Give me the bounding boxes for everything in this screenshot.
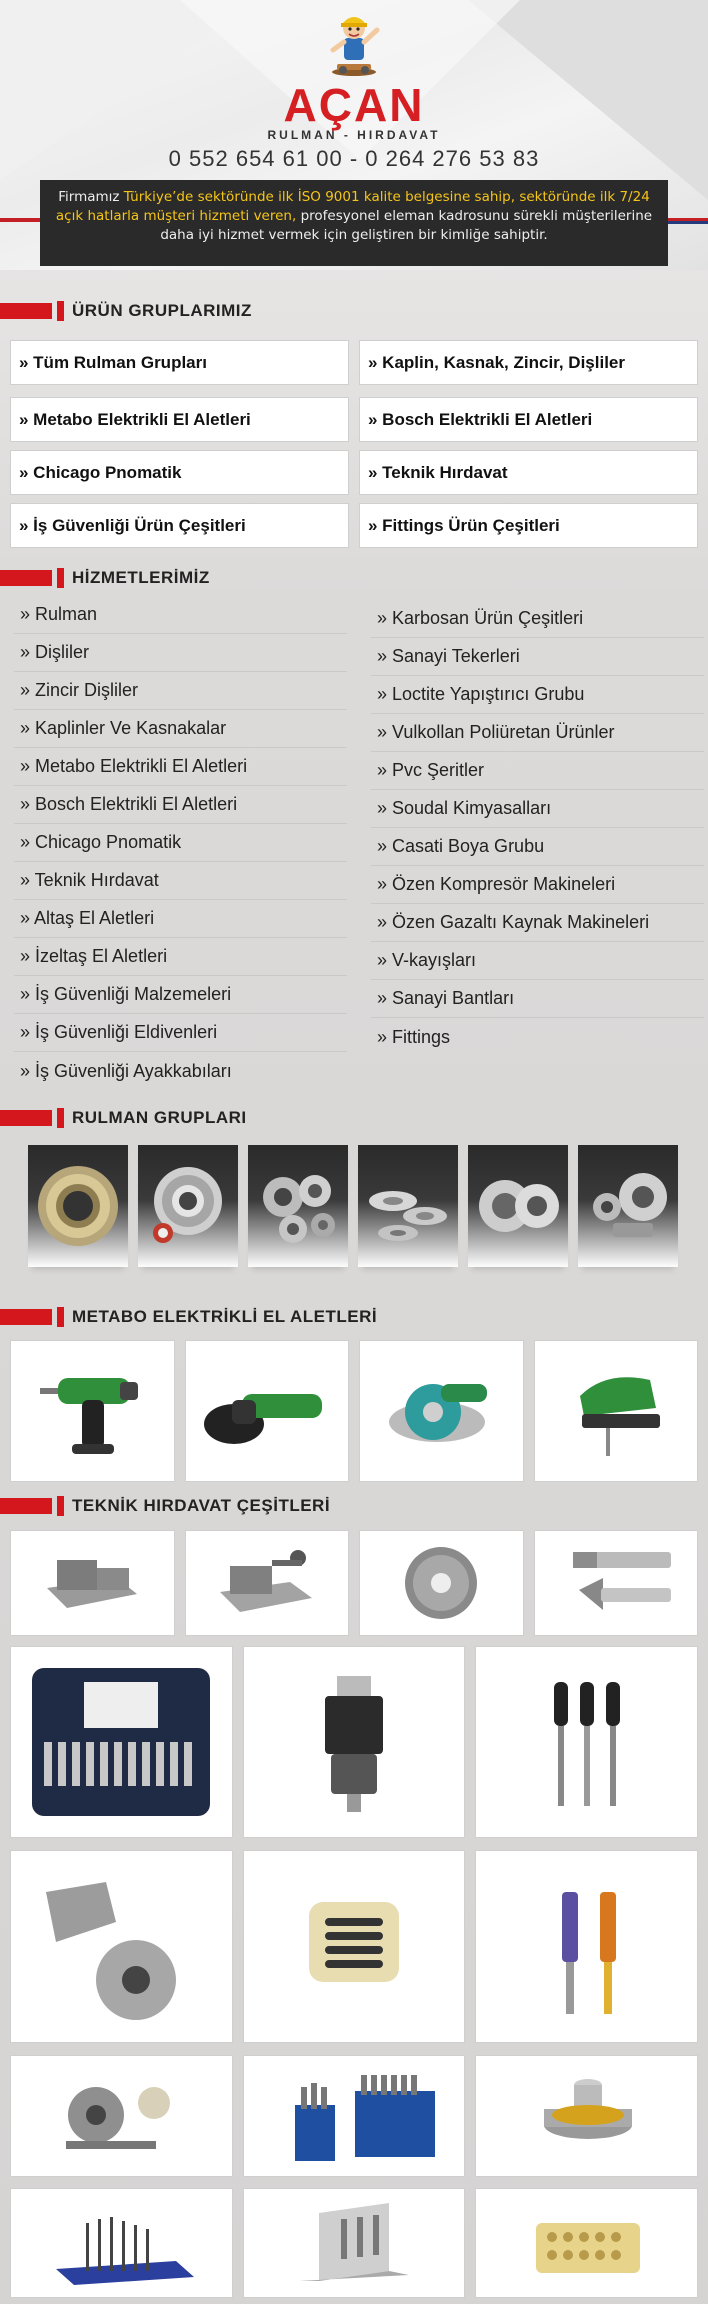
product-tile[interactable] xyxy=(243,1850,466,2043)
service-link[interactable]: » Özen Gazaltı Kaynak Makineleri xyxy=(371,904,704,942)
product-tile[interactable] xyxy=(10,2188,233,2298)
service-link[interactable]: » Pvc Şeritler xyxy=(371,752,704,790)
tap-die-set-icon xyxy=(26,1662,216,1822)
bearing-tile[interactable] xyxy=(578,1145,678,1267)
title-bar xyxy=(0,1110,52,1126)
title-bar xyxy=(0,1309,52,1325)
phone-numbers: 0 552 654 61 00 - 0 264 276 53 83 xyxy=(168,146,540,171)
teknik-row-1 xyxy=(10,1530,698,1636)
service-link[interactable]: » İş Güvenliği Ayakkabıları xyxy=(20,1060,232,1081)
section-title-text: METABO ELEKTRİKLİ EL ALETLERİ xyxy=(72,1307,378,1326)
product-tile[interactable] xyxy=(10,1340,175,1482)
product-tile[interactable] xyxy=(475,2055,698,2177)
service-link[interactable]: » Teknik Hırdavat xyxy=(14,862,347,900)
punch-set-icon xyxy=(259,2061,449,2171)
group-link[interactable]: » Metabo Elektrikli El Aletleri xyxy=(10,397,349,442)
product-tile[interactable] xyxy=(10,2055,233,2177)
service-link[interactable]: » Casati Boya Grubu xyxy=(371,828,704,866)
service-link[interactable]: » Vulkollan Poliüretan Ürünler xyxy=(371,714,704,752)
title-bar xyxy=(57,1496,64,1516)
rotary-table-icon xyxy=(26,2061,216,2171)
bearing-icon xyxy=(143,1161,233,1251)
service-link[interactable]: » Altaş El Aletleri xyxy=(14,900,347,938)
service-link[interactable]: » Özen Kompresör Makineleri xyxy=(371,866,704,904)
product-tile[interactable] xyxy=(359,1340,524,1482)
abrasive-set-icon xyxy=(492,2193,682,2293)
taps-icon xyxy=(492,1862,682,2032)
pulley-icon xyxy=(492,2061,682,2171)
section-title-hizmet xyxy=(0,567,210,589)
bearing-gallery xyxy=(28,1145,678,1267)
section-title-text: RULMAN GRUPLARI xyxy=(72,1108,247,1127)
title-bar xyxy=(0,1498,52,1514)
product-tile[interactable] xyxy=(475,1850,698,2043)
service-link[interactable]: » Dişliler xyxy=(14,634,347,672)
extractor-set-icon xyxy=(259,1862,449,2032)
bearing-icon xyxy=(33,1161,123,1251)
bearing-tile[interactable] xyxy=(358,1145,458,1267)
group-link[interactable]: » Teknik Hırdavat xyxy=(359,450,698,495)
bearing-icon xyxy=(253,1161,343,1251)
service-link[interactable]: » Bosch Elektrikli El Aletleri xyxy=(14,786,347,824)
title-bar xyxy=(0,570,52,586)
logo[interactable] xyxy=(0,8,708,142)
services-col-left xyxy=(14,596,347,1090)
teknik-row-2 xyxy=(10,1646,698,1838)
brand-tagline: RULMAN - HIRDAVAT xyxy=(267,128,441,142)
section-title-text: ÜRÜN GRUPLARIMIZ xyxy=(72,301,252,320)
section-title-text: HİZMETLERİMİZ xyxy=(72,568,210,587)
drill-stand-icon xyxy=(26,2193,216,2293)
services-list xyxy=(14,596,704,1090)
milling-cutter-icon xyxy=(376,1538,506,1628)
angle-grinder-icon xyxy=(192,1356,342,1466)
product-tile[interactable] xyxy=(475,1646,698,1838)
service-link[interactable]: » Loctite Yapıştırıcı Grubu xyxy=(371,676,704,714)
section-title-metabo xyxy=(0,1306,377,1328)
product-tile[interactable] xyxy=(243,1646,466,1838)
service-link[interactable]: » Soudal Kimyasalları xyxy=(371,790,704,828)
section-title-urun xyxy=(0,300,252,322)
drill-chuck-icon xyxy=(259,1662,449,1822)
bearing-icon xyxy=(473,1161,563,1251)
product-groups xyxy=(10,340,698,548)
angle-plate-icon xyxy=(259,2193,449,2293)
service-link[interactable]: » Fittings xyxy=(377,1026,451,1047)
jigsaw-icon xyxy=(546,1356,686,1466)
intro-highlight: Türkiye’de sektöründe ilk İSO 9001 kalite belgesine sahip, sektöründe ilk 7/24 açık hatlarla müşteri hizmeti veren, xyxy=(55,189,650,224)
service-link[interactable]: » Karbosan Ürün Çeşitleri xyxy=(371,600,704,638)
section-title-rulman xyxy=(0,1107,247,1129)
product-tile[interactable] xyxy=(10,1850,233,2043)
intro-text: Firmamız xyxy=(58,189,124,205)
service-link[interactable]: » Sanayi Tekerleri xyxy=(371,638,704,676)
product-tile[interactable] xyxy=(10,1646,233,1838)
title-bar xyxy=(57,1307,64,1327)
bearing-icon xyxy=(363,1161,453,1251)
service-link[interactable]: » Metabo Elektrikli El Aletleri xyxy=(14,748,347,786)
service-link[interactable]: » İzeltaş El Aletleri xyxy=(14,938,347,976)
teknik-row-4 xyxy=(10,2055,698,2177)
group-link[interactable]: » Tüm Rulman Grupları xyxy=(10,340,349,385)
services-col-right xyxy=(371,600,704,1090)
circular-saw-icon xyxy=(371,1356,511,1466)
title-bar xyxy=(57,1108,64,1128)
service-link[interactable]: » Rulman xyxy=(14,596,347,634)
product-tile[interactable] xyxy=(359,1530,524,1636)
bearing-tile[interactable] xyxy=(248,1145,348,1267)
service-link[interactable]: » İş Güvenliği Malzemeleri xyxy=(14,976,347,1014)
product-tile[interactable] xyxy=(534,1340,699,1482)
teknik-row-3 xyxy=(10,1850,698,2043)
section-title-teknik xyxy=(0,1495,330,1517)
brand-name: AÇAN xyxy=(283,79,425,131)
product-tile[interactable] xyxy=(475,2188,698,2298)
mascot-icon xyxy=(319,8,389,78)
bearing-tile[interactable] xyxy=(468,1145,568,1267)
product-tile[interactable] xyxy=(243,2055,466,2177)
group-link[interactable]: » Bosch Elektrikli El Aletleri xyxy=(359,397,698,442)
product-tile[interactable] xyxy=(185,1530,350,1636)
intro-box xyxy=(40,180,668,266)
service-link[interactable]: » Sanayi Bantları xyxy=(371,980,704,1018)
bearing-tile[interactable] xyxy=(138,1145,238,1267)
title-bar xyxy=(0,303,52,319)
drill-icon xyxy=(22,1356,162,1466)
teknik-row-5 xyxy=(10,2188,698,2298)
service-link[interactable]: » İş Güvenliği Eldivenleri xyxy=(14,1014,347,1052)
title-bar xyxy=(57,301,64,321)
bearing-tile[interactable] xyxy=(28,1145,128,1267)
product-tile[interactable] xyxy=(534,1530,699,1636)
service-link[interactable]: » Kaplinler Ve Kasnakalar xyxy=(14,710,347,748)
vise-icon xyxy=(202,1538,332,1628)
section-title-text: TEKNİK HIRDAVAT ÇEŞİTLERİ xyxy=(72,1496,331,1515)
group-link[interactable]: » İş Güvenliği Ürün Çeşitleri xyxy=(10,503,349,548)
intro-text: profesyonel eleman kadrosunu sürekli müşterilerine daha iyi hizmet vermek için geliştiren bir kimliğe sahiptir. xyxy=(160,208,653,243)
service-link[interactable]: » Chicago Pnomatik xyxy=(14,824,347,862)
metabo-gallery xyxy=(10,1340,698,1482)
title-bar xyxy=(57,568,64,588)
product-tile[interactable] xyxy=(243,2188,466,2298)
service-link[interactable]: » V-kayışları xyxy=(371,942,704,980)
group-link[interactable]: » Chicago Pnomatik xyxy=(10,450,349,495)
lathe-chuck-icon xyxy=(26,1862,216,2032)
header xyxy=(0,0,708,270)
end-mill-icon xyxy=(551,1538,681,1628)
group-link[interactable]: » Fittings Ürün Çeşitleri xyxy=(359,503,698,548)
group-link[interactable]: » Kaplin, Kasnak, Zincir, Dişliler xyxy=(359,340,698,385)
service-link[interactable]: » Zincir Dişliler xyxy=(14,672,347,710)
files-icon xyxy=(492,1662,682,1822)
product-tile[interactable] xyxy=(10,1530,175,1636)
vise-icon xyxy=(27,1538,157,1628)
bearing-icon xyxy=(583,1161,673,1251)
product-tile[interactable] xyxy=(185,1340,350,1482)
